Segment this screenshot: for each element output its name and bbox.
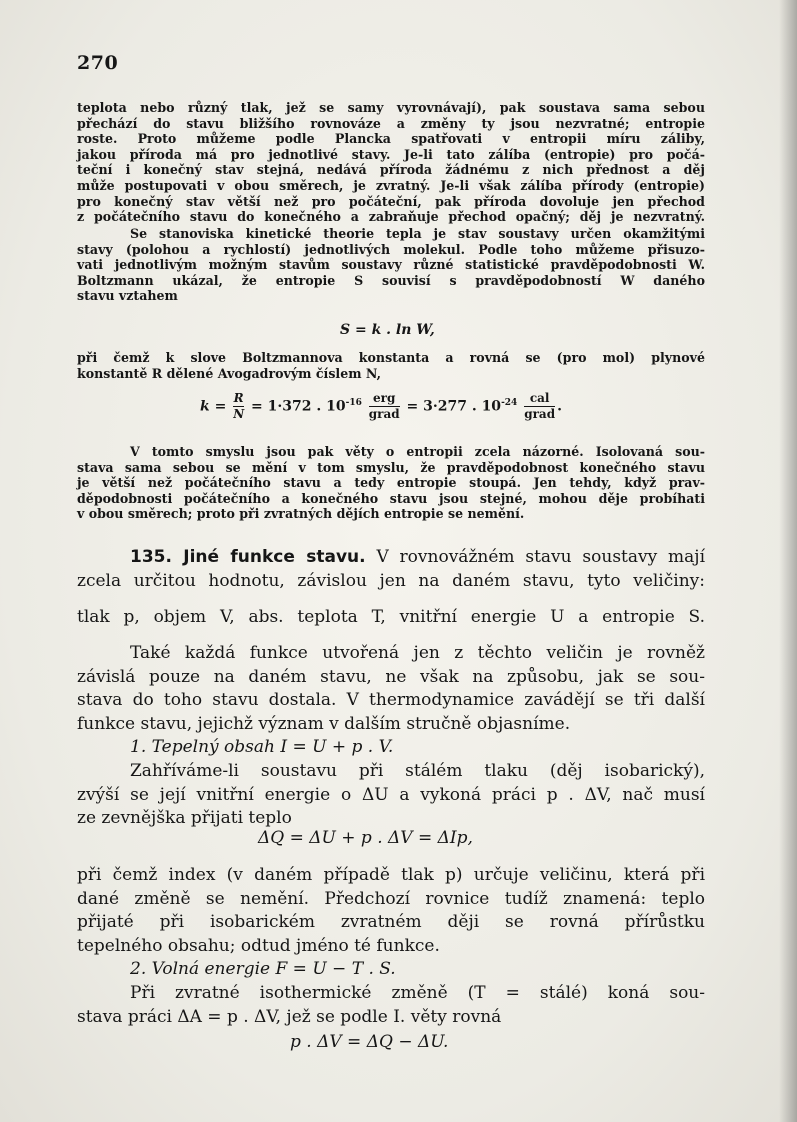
fraction-numerator: erg: [373, 391, 396, 405]
fraction-denominator: grad: [524, 407, 556, 421]
page-number: 270: [77, 52, 119, 74]
fraction-cal-grad: [524, 392, 555, 421]
text-line: V rovnovážném stavu soustavy mají: [376, 547, 706, 567]
fraction-denominator: grad: [368, 407, 400, 421]
text-line: teplota nebo různý tlak, jež se samy vyrovnávají), pak soustava sama sebou: [77, 100, 705, 115]
text-line: stava sama sebou se mění v tom smyslu, že pravděpodobnost konečného stavu: [77, 459, 705, 475]
section-heading: 135. Jiné funkce stavu.: [130, 547, 366, 567]
state-variables-line: [77, 606, 705, 630]
section-first-line: [77, 546, 705, 570]
text-line: zcela určitou hodnotu, závislou jen na daném stavu, tyto veličiny:: [77, 570, 705, 591]
paragraph-entropy-nature: [77, 100, 705, 225]
text-line: ze zevnějška přijati teplo: [77, 808, 292, 828]
formula-k-end: .: [557, 398, 562, 415]
text-line: pro konečný stav větší než pro počáteční, pak příroda dovoluje jen přechod: [77, 193, 705, 209]
item-free-energy: 2. Volná energie F = U − T . S.: [130, 959, 396, 979]
page-spine-shadow: [779, 0, 797, 1122]
paragraph-entropy-sense: [77, 444, 705, 522]
text-line: stavy (polohou a rychlostí) jednotlivých molekul. Podle toho můžeme přisuzo-: [77, 241, 705, 257]
text-line: Boltzmann ukázal, že entropie S souvisí s pravděpodobností W daného: [77, 272, 705, 288]
text-line: Se stanoviska kinetické theorie tepla je stav soustavy určen okamžitými: [130, 226, 705, 241]
text-line: tlak p, objem V, abs. teplota T, vnitřní energie U a entropie S.: [77, 607, 705, 627]
paragraph-state-functions: [77, 642, 705, 760]
text-line: v obou směrech; proto při zvratných dějích entropie se nemění.: [77, 506, 525, 522]
formula-work: p . ΔV = ΔQ − ΔU.: [290, 1032, 449, 1052]
formula-k-lhs: k =: [200, 398, 227, 415]
text-line: přijaté při isobarickém zvratném ději se rovná přírůstku: [77, 912, 705, 932]
fraction-erg-grad: [369, 392, 400, 421]
text-line: může postupovati v obou směrech, je zvratný. Je-li však zálíba přírody (entropie): [77, 177, 705, 193]
paragraph-boltzmann-constant: [77, 350, 705, 381]
text-line: roste. Proto můžeme podle Plancka spatřovati v entropii míru záliby,: [77, 131, 705, 147]
text-line: stava do toho stavu dostala. V thermodynamice zavádějí se tři další: [77, 690, 705, 710]
text-line: děpodobnosti počátečního a konečného stavu jsou stejné, mohou děje probíhati: [77, 490, 705, 506]
formula-k-mid: = 1·372 . 10: [251, 398, 346, 415]
text-line: dané změně se nemění. Předchozí rovnice tudíž znamená: teplo: [77, 888, 705, 909]
formula-boltzmann: S = k . ln W,: [340, 322, 435, 338]
formula-heat-enthalpy: ΔQ = ΔU + p . ΔV = ΔIp,: [258, 828, 473, 848]
text-line: Při zvratné isothermické změně (T = stálé) koná sou-: [130, 983, 705, 1003]
paragraph-isobaric: [77, 760, 705, 831]
fraction-numerator: R: [233, 391, 244, 405]
text-line: teční i konečný stav stejná, nedává příroda žádnému z nich přednost a děj: [77, 162, 705, 178]
paragraph-isothermal: [77, 982, 705, 1029]
text-line: Zahříváme-li soustavu při stálém tlaku (děj isobarický),: [130, 761, 705, 781]
text-line: jakou příroda má pro jednotlivé stavy. Je-li tato zálíba (entropie) pro počá-: [77, 146, 705, 162]
text-line: z počátečního stavu do konečného a zabraňuje přechod opačný; děj je nezvratný.: [77, 209, 705, 225]
text-line: tepelného obsahu; odtud jméno té funkce.: [77, 935, 440, 956]
fraction-denominator: N: [233, 407, 245, 421]
exponent: -24: [501, 397, 518, 408]
section-135: [77, 546, 705, 593]
text-line: funkce stavu, jejichž význam v dalším stručně objasníme.: [77, 713, 571, 734]
text-line: konstantě R dělené Avogadrovým číslem N,: [77, 365, 382, 381]
text-line: přechází do stavu bližšího rovnováze a změny ty jsou nezvratné; entropie: [77, 115, 705, 131]
text-line: při čemž k slove Boltzmannova konstanta a rovná se (pro mol) plynové: [77, 350, 705, 365]
item-enthalpy: 1. Tepelný obsah I = U + p . V.: [130, 737, 394, 757]
paragraph-index-meaning: [77, 864, 705, 982]
text-line: Také každá funkce utvořená jen z těchto veličin je rovněž: [130, 643, 705, 663]
text-line: při čemž index (v daném případě tlak p) určuje veličinu, která při: [77, 865, 705, 885]
text-line: je větší než počátečního stavu a tedy entropie stoupá. Jen tehdy, když prav-: [77, 475, 705, 491]
fraction-numerator: cal: [529, 391, 550, 405]
text-line: závislá pouze na daném stavu, ne však na způsobu, jak se sou-: [77, 666, 705, 687]
text-line: V tomto smyslu jsou pak věty o entropii zcela názorné. Isolovaná sou-: [130, 444, 705, 459]
formula-k-eq2: = 3·277 . 10: [406, 398, 502, 415]
exponent: -16: [345, 397, 362, 408]
text-line: stavu vztahem: [77, 288, 178, 304]
text-line: zvýší se její vnitřní energie o ΔU a vykoná práci p . ΔV, nač musí: [77, 784, 705, 805]
paragraph-kinetic-theory: [77, 226, 705, 304]
text-line: stava práci ΔA = p . ΔV, jež se podle I. věty rovná: [77, 1006, 502, 1027]
fraction-r-over-n: [233, 392, 244, 421]
text-line: vati jednotlivým možným stavům soustavy různé statistické pravděpodobnosti W.: [77, 257, 705, 273]
formula-k-value: [200, 392, 562, 421]
